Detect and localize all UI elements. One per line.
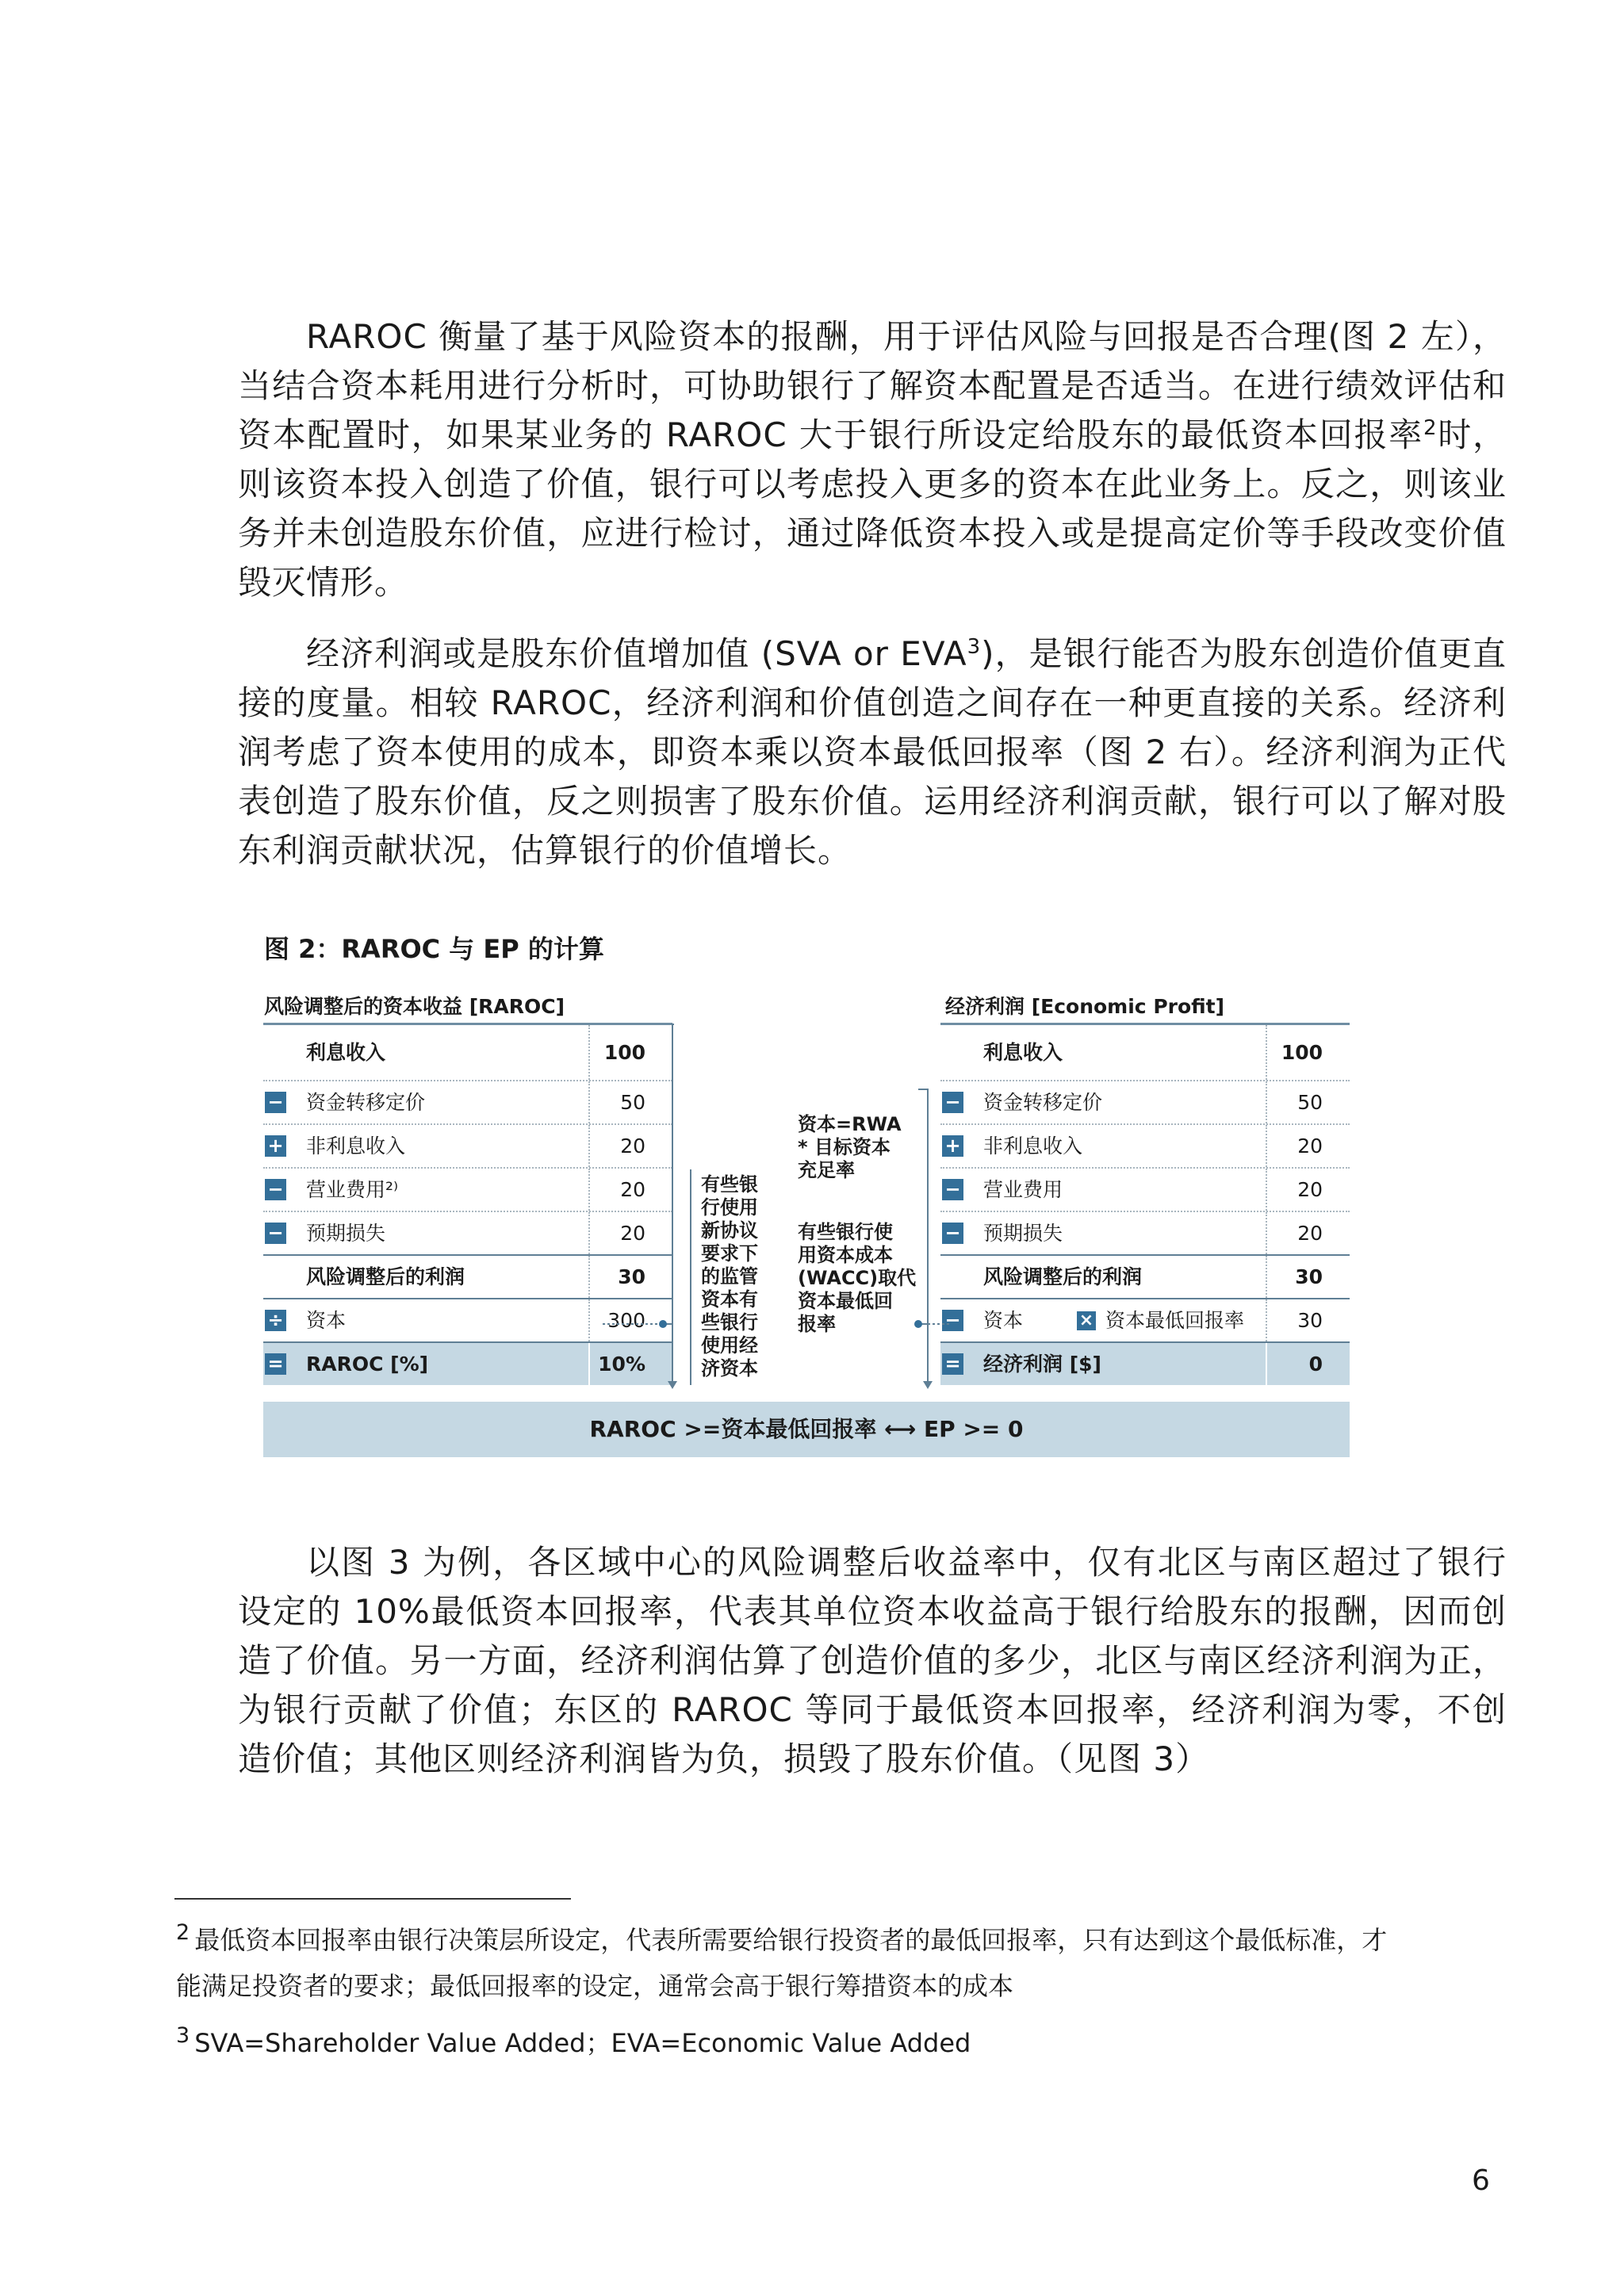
row-value: 20	[1297, 1178, 1323, 1201]
minus-icon: −	[942, 1092, 963, 1113]
row-value: 20	[620, 1222, 645, 1245]
page-number: 6	[1472, 2164, 1490, 2197]
footnote-2-line-1: 最低资本回报率由银行决策层所设定，代表所需要给银行投资者的最低回报率，只有达到这个最低标准，才	[194, 1925, 1388, 1955]
footnote-ref-2[interactable]: 2	[1423, 416, 1438, 440]
equals-icon: =	[942, 1353, 963, 1375]
row-label: 资本	[983, 1309, 1024, 1332]
multiply-icon: ×	[1077, 1311, 1096, 1330]
paragraph-2-text: 经济利润或是股东价值增加值 (SVA or EVA	[306, 634, 967, 673]
row-label: 资金转移定价	[306, 1091, 426, 1114]
row-label: 风险调整后的利润	[983, 1265, 1143, 1288]
arrow-down-icon	[923, 1381, 933, 1389]
middle-right-note-1: 资本=RWA * 目标资本 充足率	[798, 1113, 902, 1181]
row-label: 非利息收入	[983, 1135, 1083, 1158]
row-label: 营业费用	[983, 1178, 1063, 1201]
connector-dot	[659, 1320, 667, 1328]
figure-title: 图 2：RAROC 与 EP 的计算	[264, 934, 604, 964]
footnote-mark: 3	[176, 2023, 190, 2049]
paragraph-2-rest: )，是银行能否为股东创造价值更直接的度量。相较 RAROC，经济利润和价值创造之间存在一种更直接的关系。经济利润考虑了资本使用的成本，即资本乘以资本最低回报率（图 2 右）。经济利润为正代表创造了股东价值，反之则损害了股东价值。运用经济利润贡献，银行可以了解对股东利润贡献状况，估算银行的价值增长。	[238, 634, 1507, 870]
arrow-down-icon	[668, 1381, 677, 1389]
row-value: 20	[1297, 1222, 1323, 1245]
row-value: 0	[1308, 1353, 1323, 1376]
row-value: 300	[607, 1309, 645, 1332]
row-value: 10%	[598, 1353, 645, 1376]
footnote-ref-3[interactable]: 3	[967, 635, 982, 659]
row-value: 30	[1297, 1309, 1323, 1332]
row-label: 经济利润 [$]	[983, 1353, 1101, 1376]
row-label: 非利息收入	[306, 1135, 406, 1158]
plus-icon: +	[942, 1135, 963, 1157]
row-value: 100	[1281, 1041, 1323, 1064]
minus-icon: −	[942, 1223, 963, 1244]
footnote-3-text: SVA=Shareholder Value Added；EVA=Economic Value Added	[194, 2028, 971, 2058]
divide-icon: ÷	[265, 1310, 286, 1331]
minus-icon: −	[942, 1179, 963, 1200]
footnote-2-line-2: 能满足投资者的要求；最低回报率的设定，通常会高于银行筹措资本的成本	[176, 1971, 1014, 2001]
row-label: 营业费用²⁾	[306, 1178, 399, 1201]
footnote-3	[176, 2020, 971, 2066]
minus-icon: −	[265, 1092, 286, 1113]
row-value: 100	[603, 1041, 645, 1064]
row-label: RAROC [%]	[306, 1353, 429, 1376]
formula-bar: RAROC >=资本最低回报率 ⟷ EP >= 0	[263, 1402, 1350, 1457]
row-value: 30	[1295, 1265, 1323, 1288]
footnote-mark: 2	[176, 1920, 190, 1946]
middle-right-note-2: 有些银行使 用资本成本 (WACC)取代 资本最低回 报率	[798, 1221, 917, 1335]
row-label: 利息收入	[983, 1041, 1063, 1064]
plus-icon: +	[265, 1135, 286, 1157]
minus-icon: −	[265, 1179, 286, 1200]
row-value: 30	[618, 1265, 645, 1288]
paragraph-3-text: 以图 3 为例，各区域中心的风险调整后收益率中，仅有北区与南区超过了银行设定的 10%最低资本回报率，代表其单位资本收益高于银行给股东的报酬，因而创造了价值。另一方面，经济利润估算了创造价值的多少，北区与南区经济利润为正，为银行贡献了价值；东区的 RAROC 等同于最低资本回报率，经济利润为零，不创造价值；其他区则经济利润皆为负，损毁了股东价值。（见图 3）	[238, 1543, 1507, 1778]
left-panel-caption: 风险调整后的资本收益 [RAROC]	[264, 995, 565, 1018]
row-label: 利息收入	[306, 1041, 386, 1064]
row-value: 20	[620, 1135, 645, 1158]
row-value: 50	[620, 1091, 645, 1114]
footnote-divider	[174, 1898, 571, 1900]
paragraph-3	[238, 1538, 1507, 1784]
row-value: 50	[1297, 1091, 1323, 1114]
row-value: 20	[1297, 1135, 1323, 1158]
equals-icon: =	[265, 1353, 286, 1375]
row-label-2: 资本最低回报率	[1105, 1309, 1245, 1332]
footnote-2	[176, 1917, 1484, 2009]
right-panel-caption: 经济利润 [Economic Profit]	[945, 995, 1225, 1018]
middle-left-note: 有些银 行使用 新协议 要求下 的监管 资本有 些银行 使用经 济资本	[701, 1173, 758, 1380]
row-label: 资金转移定价	[983, 1091, 1103, 1114]
row-label: 预期损失	[983, 1222, 1063, 1245]
minus-icon: −	[942, 1310, 963, 1331]
paragraph-1-rest: 时，则该资本投入创造了价值，银行可以考虑投入更多的资本在此业务上。反之，则该业务并未创造股东价值，应进行检讨，通过降低资本投入或是提高定价等手段改变价值毁灭情形。	[238, 415, 1507, 602]
minus-icon: −	[265, 1223, 286, 1244]
row-value: 20	[620, 1178, 645, 1201]
paragraph-1-text: RAROC 衡量了基于风险资本的报酬，用于评估风险与回报是否合理(图 2 左），当结合资本耗用进行分析时，可协助银行了解资本配置是否适当。在进行绩效评估和资本配置时，如果某业务的 RAROC 大于银行所设定给股东的最低资本回报率	[238, 317, 1507, 454]
row-label: 资本	[306, 1309, 347, 1332]
row-label: 风险调整后的利润	[306, 1265, 465, 1288]
row-label: 预期损失	[306, 1222, 386, 1245]
